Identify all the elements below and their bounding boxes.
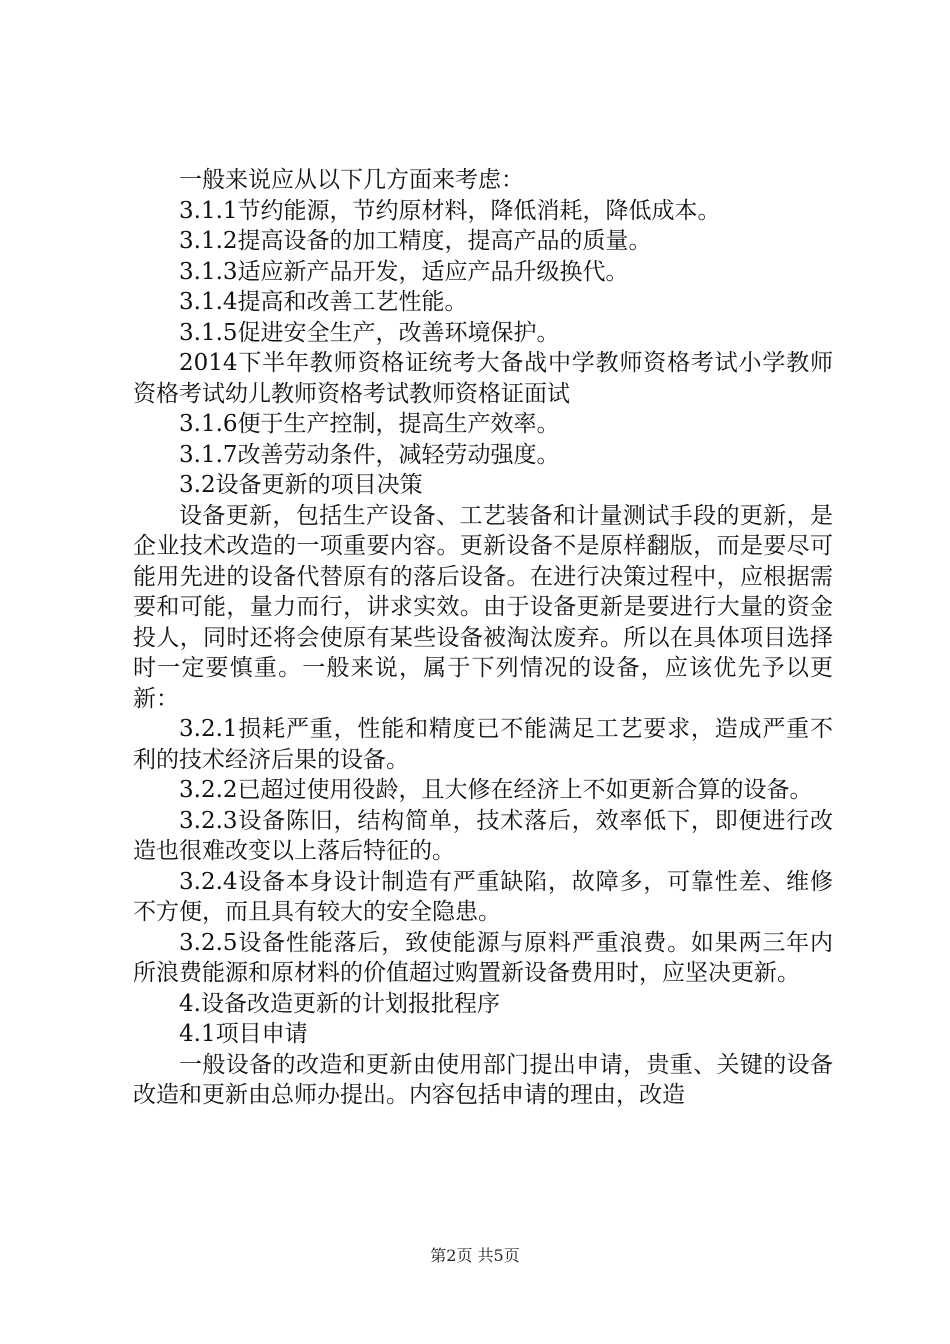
paragraph-3-2-body: 设备更新，包括生产设备、工艺装备和计量测试手段的更新，是企业技术改造的一项重要内容。更新设备不是原样翻版，而是要尽可能用先进的设备代替原有的落后设备。在进行决策过程中，应根据需要和可能，量力而行，讲求实效。由于设备更新是要进行大量的资金投人，同时还将会使原有某些设备被淘汰废弃。所以在具体项目选择时一定要慎重。一般来说，属于下列情况的设备，应该优先予以更新： xyxy=(133,502,833,712)
paragraph-3-2-5: 3.2.5设备性能落后，致使能源与原料严重浪费。如果两三年内所浪费能源和原材料的价值超过购置新设备费用时，应坚决更新。 xyxy=(133,929,833,986)
paragraph-3-1-2: 3.1.2提高设备的加工精度，提高产品的质量。 xyxy=(179,228,652,254)
page-footer: 第2页 共5页 xyxy=(430,1246,520,1265)
heading-3-2: 3.2设备更新的项目决策 xyxy=(179,472,423,498)
paragraph-3-2-1: 3.2.1损耗严重，性能和精度已不能满足工艺要求，造成严重不利的技术经济后果的设备。 xyxy=(133,716,833,773)
paragraph-intro: 一般来说应从以下几方面来考虑： xyxy=(179,167,524,193)
paragraph-3-1-7: 3.1.7改善劳动条件，减轻劳动强度。 xyxy=(179,441,560,468)
paragraph-ad-notice: 2014下半年教师资格证统考大备战中学教师资格考试小学教师资格考试幼儿教师资格考试教师资格证面试 xyxy=(133,350,833,407)
paragraph-3-1-4: 3.1.4提高和改善工艺性能。 xyxy=(179,289,468,315)
paragraph-3-2-2: 3.2.2已超过使用役龄，且大修在经济上不如更新合算的设备。 xyxy=(179,777,813,803)
heading-4-1: 4.1项目申请 xyxy=(179,1021,308,1047)
document-body xyxy=(133,165,833,1111)
heading-4: 4.设备改造更新的计划报批程序 xyxy=(179,990,500,1017)
paragraph-3-1-6: 3.1.6便于生产控制，提高生产效率。 xyxy=(179,411,560,437)
paragraph-3-1-5: 3.1.5促进安全生产，改善环境保护。 xyxy=(179,319,560,346)
paragraph-4-1-body: 一般设备的改造和更新由使用部门提出申请，贵重、关键的设备改造和更新由总师办提出。内容包括申请的理由，改造 xyxy=(133,1051,833,1108)
paragraph-3-1-3: 3.1.3适应新产品开发，适应产品升级换代。 xyxy=(179,258,629,285)
paragraph-3-1-1: 3.1.1节约能源，节约原材料，降低消耗，降低成本。 xyxy=(179,197,721,224)
paragraph-3-2-4: 3.2.4设备本身设计制造有严重缺陷，故障多，可靠性差、维修不方便，而且具有较大的安全隐患。 xyxy=(133,868,833,925)
paragraph-3-2-3: 3.2.3设备陈旧，结构简单，技术落后，效率低下，即便进行改造也很难改变以上落后特征的。 xyxy=(133,807,833,864)
